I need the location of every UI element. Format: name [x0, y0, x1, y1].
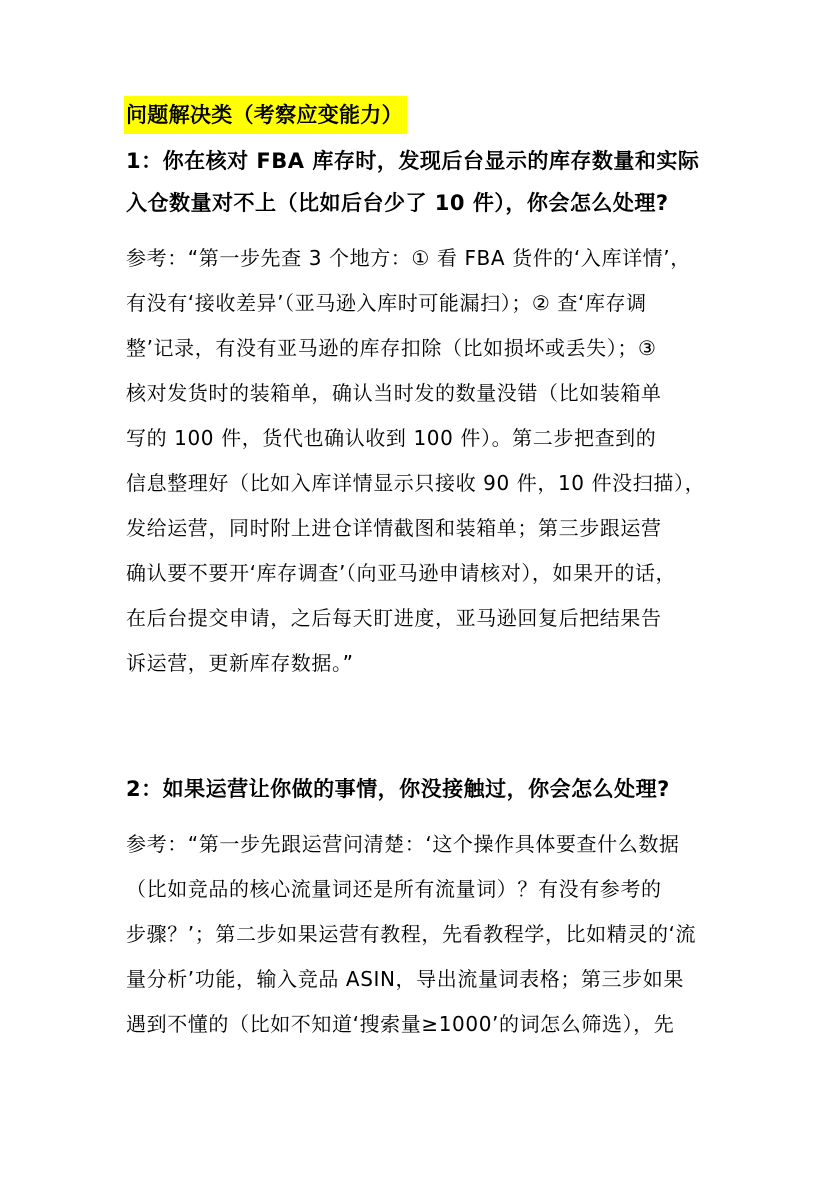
answer-1-line: 核对发货时的装箱单，确认当时发的数量没错（比如装箱单 [126, 381, 662, 405]
answer-1-line: 诉运营，更新库存数据。” [126, 651, 354, 675]
answer-1 [126, 236, 736, 686]
answer-1-line: 参考：“第一步先查 3 个地方：① 看 FBA 货件的‘入库详情’， [126, 246, 691, 270]
question-1-line: 1：你在核对 FBA 库存时，发现后台显示的库存数量和实际 [126, 149, 700, 173]
document-page [126, 96, 736, 1047]
answer-1-line: 有没有‘接收差异’（亚马逊入库时可能漏扫）；② 查‘库存调 [126, 291, 647, 315]
answer-1-line: 在后台提交申请，之后每天盯进度，亚马逊回复后把结果告 [126, 606, 662, 630]
answer-2-line: 量分析’功能，输入竞品 ASIN，导出流量词表格；第三步如果 [126, 967, 684, 991]
answer-1-line: 写的 100 件，货代也确认收到 100 件）。第二步把查到的 [126, 426, 657, 450]
question-1 [126, 140, 736, 224]
answer-1-line: 信息整理好（比如入库详情显示只接收 90 件，10 件没扫描）， [126, 471, 706, 495]
answer-2-line: 步骤？’；第二步如果运营有教程，先看教程学，比如精灵的‘流 [126, 922, 697, 946]
question-2-line: 2：如果运营让你做的事情，你没接触过，你会怎么处理? [126, 777, 670, 801]
question-1-line: 入仓数量对不上（比如后台少了 10 件），你会怎么处理? [126, 191, 669, 215]
answer-1-line: 确认要不要开‘库存调查’（向亚马逊申请核对），如果开的话， [126, 561, 677, 585]
answer-1-line: 整’记录，有没有亚马逊的库存扣除（比如损坏或丢失）；③ [126, 336, 657, 360]
question-2 [126, 768, 736, 810]
answer-1-line: 发给运营，同时附上进仓详情截图和装箱单；第三步跟运营 [126, 516, 662, 540]
answer-2-line: 遇到不懂的（比如不知道‘搜索量≥1000’的词怎么筛选），先 [126, 1012, 675, 1036]
answer-2-line: 参考：“第一步先跟运营问清楚：‘这个操作具体要查什么数据 [126, 832, 680, 856]
section-title: 问题解决类（考察应变能力） [124, 96, 407, 134]
answer-2 [126, 822, 736, 1047]
answer-2-line: （比如竞品的核心流量词还是所有流量词）？有没有参考的 [126, 877, 662, 901]
section-gap [126, 686, 736, 768]
